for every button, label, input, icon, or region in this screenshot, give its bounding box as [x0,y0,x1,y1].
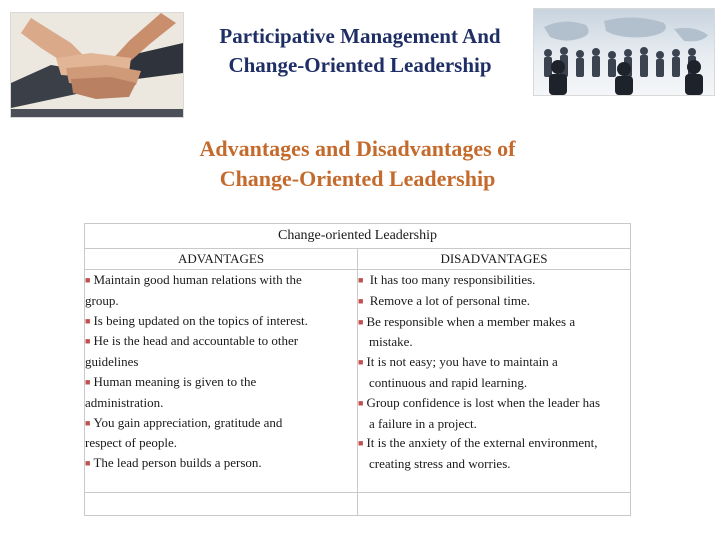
disadvantage-item: ■ It is the anxiety of the external environment, creating stress and worries. [358,435,598,472]
disadvantage-item: ■ Group confidence is lost when the leader has a failure in a project. [358,394,600,431]
comparison-table [84,223,631,516]
disadvantage-item: ■ Be responsible when a member makes a mistake. [358,313,576,350]
disadvantages-header: DISADVANTAGES [358,249,631,270]
square-bullet-icon: ■ [85,458,91,469]
empty-cell-left [85,493,358,516]
square-bullet-icon: ■ [85,275,91,285]
main-title-line2: Change-Oriented Leadership [228,53,492,77]
square-bullet-icon: ■ [358,275,364,285]
stacked-hands-photo [10,12,184,118]
square-bullet-icon: ■ [85,336,91,347]
main-title [185,22,535,80]
square-bullet-icon: ■ [358,397,364,408]
main-title-line1: Participative Management And [219,24,501,48]
business-people-world-map-photo [533,8,715,96]
table-caption: Change-oriented Leadership [85,224,631,249]
slide-heading-line2: Change-Oriented Leadership [219,166,496,191]
empty-cell-right [358,493,631,516]
square-bullet-icon: ■ [85,417,91,428]
advantage-item: ■ He is the head and accountable to other guidelines [85,333,299,370]
advantage-item: ■ You gain appreciation, gratitude and respect of people. [85,414,283,451]
disadvantage-item: ■ Remove a lot of personal time. [358,292,530,308]
square-bullet-icon: ■ [358,316,364,327]
square-bullet-icon: ■ [358,295,364,306]
square-bullet-icon: ■ [358,438,364,449]
square-bullet-icon: ■ [85,376,91,387]
disadvantage-item: ■ It has too many responsibilities. [358,272,536,287]
advantage-item: ■ Maintain good human relations with the group. [85,272,302,308]
advantages-cell [85,270,358,493]
advantages-header: ADVANTAGES [85,249,358,270]
advantage-item: ■ Is being updated on the topics of interest. [85,312,308,328]
disadvantages-cell [358,270,631,493]
advantage-item: ■ The lead person builds a person. [85,455,262,471]
square-bullet-icon: ■ [358,357,364,368]
slide-heading [150,134,565,194]
slide-heading-line1: Advantages and Disadvantages of [199,136,516,161]
disadvantage-item: ■ It is not easy; you have to maintain a continuous and rapid learning. [358,354,558,390]
advantage-item: ■ Human meaning is given to the administration. [85,373,257,410]
square-bullet-icon: ■ [85,315,91,326]
